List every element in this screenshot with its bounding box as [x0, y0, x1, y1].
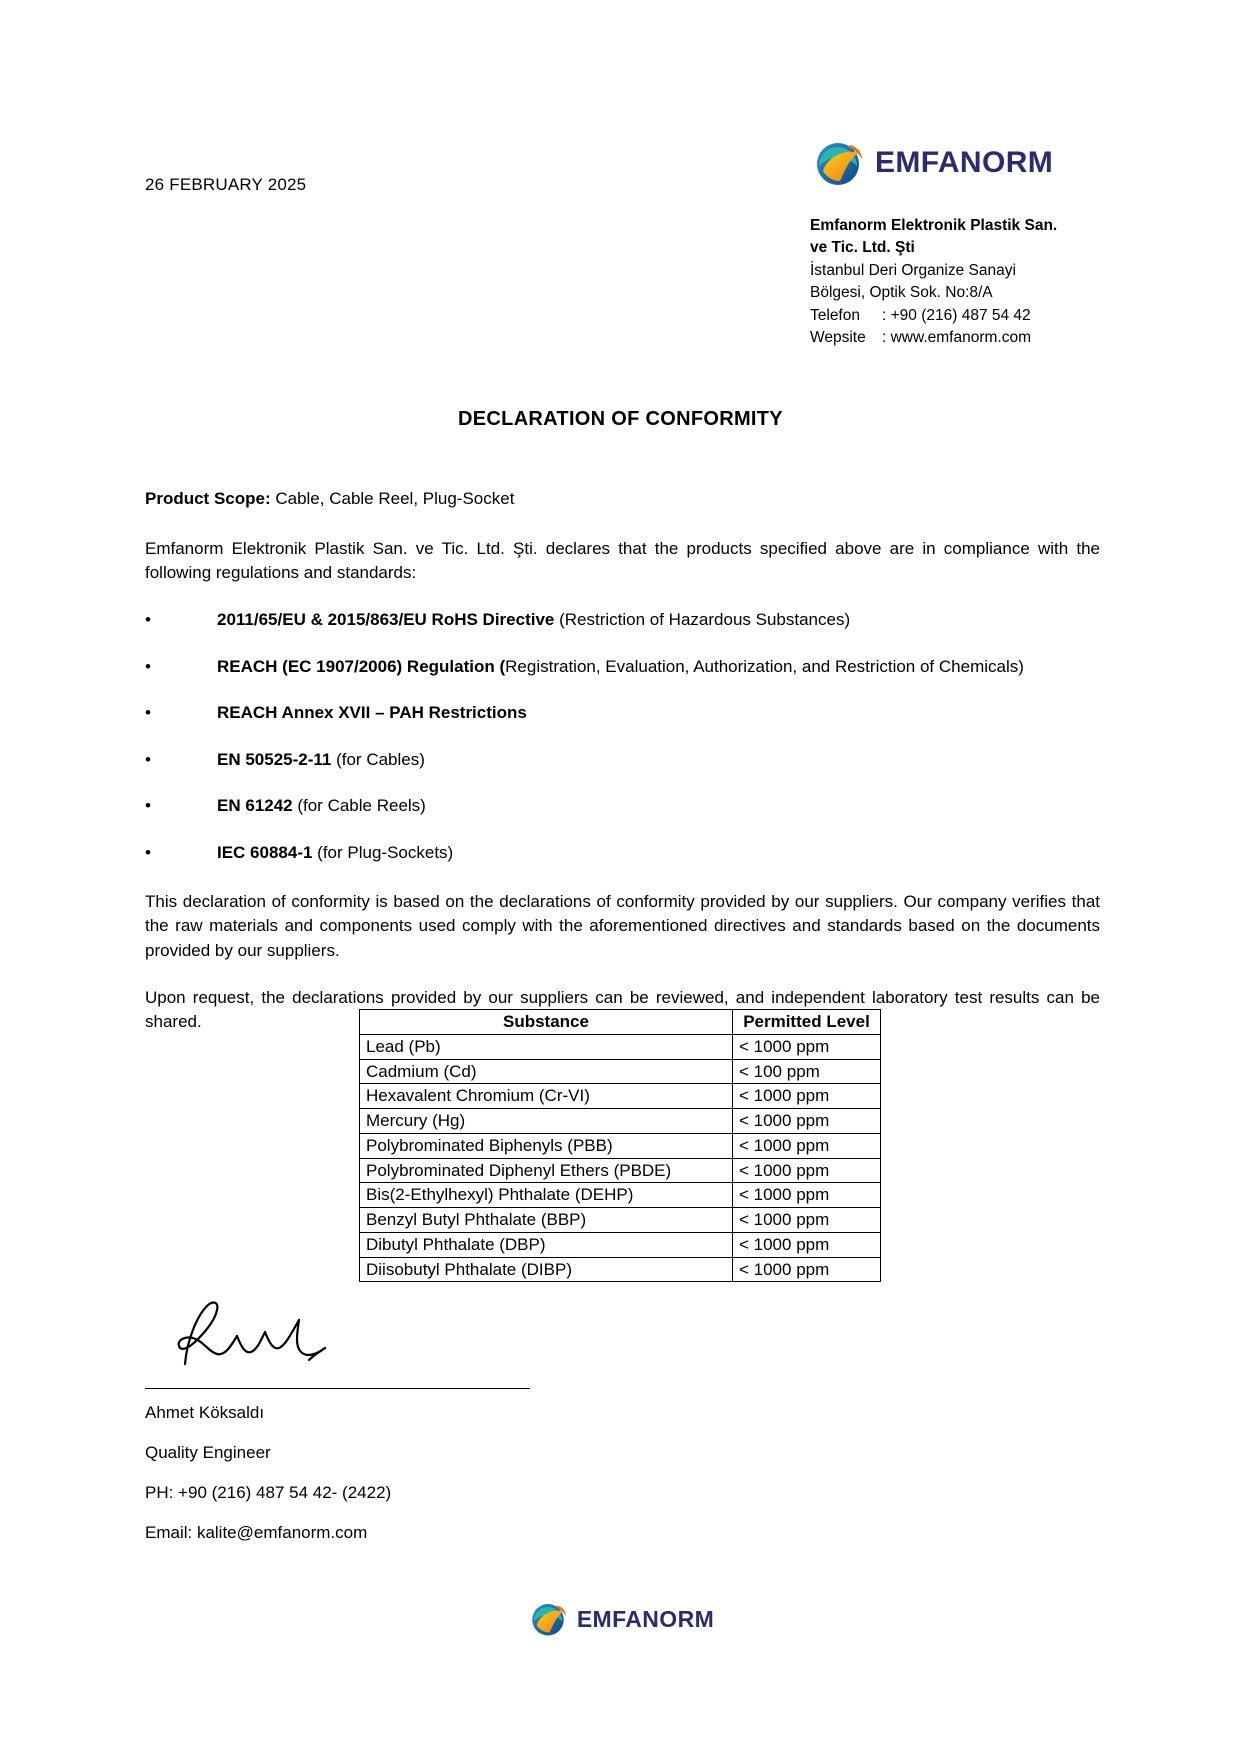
table-row — [360, 1183, 881, 1208]
company-address-line2: Bölgesi, Optik Sok. No:8/A — [810, 284, 993, 302]
company-name-line2: ve Tic. Ltd. Şti — [810, 239, 915, 257]
cell-level: < 1000 ppm — [733, 1084, 881, 1109]
list-item-rest: (for Cables) — [331, 749, 425, 769]
table-row — [360, 1208, 881, 1233]
table-row — [360, 1109, 881, 1134]
closing-paragraph-2: Upon request, the declarations provided by our suppliers can be reviewed, and independent laboratory test results can be shared. — [145, 987, 1100, 1032]
footer-logo-wordmark: EMFANORM — [576, 1605, 715, 1632]
phone-label: Telefon — [810, 306, 860, 324]
cell-level: < 100 ppm — [733, 1059, 881, 1084]
list-item-rest: Registration, Evaluation, Authorization, and Restriction of Chemicals) — [505, 656, 1024, 676]
bullet-icon: • — [145, 703, 151, 723]
table-row — [360, 1034, 881, 1059]
cell-substance: Mercury (Hg) — [360, 1109, 733, 1134]
cell-level: < 1000 ppm — [733, 1232, 881, 1257]
cell-substance: Polybrominated Diphenyl Ethers (PBDE) — [360, 1158, 733, 1183]
list-item-rest: (for Plug-Sockets) — [312, 843, 454, 863]
signature-line — [145, 1388, 530, 1389]
list-item-rest: (for Cable Reels) — [292, 796, 426, 816]
cell-substance: Polybrominated Biphenyls (PBB) — [360, 1133, 733, 1158]
page-title: DECLARATION OF CONFORMITY — [458, 408, 783, 430]
signer-name: Ahmet Köksaldı — [145, 1403, 265, 1422]
cell-substance: Diisobutyl Phthalate (DIBP) — [360, 1257, 733, 1282]
bullet-icon: • — [145, 749, 151, 769]
list-item — [145, 748, 1100, 773]
list-item — [145, 655, 1100, 680]
company-contact-block — [810, 215, 1100, 350]
bullet-icon: • — [145, 609, 151, 629]
emfanorm-logo-icon — [810, 135, 866, 191]
cell-level: < 1000 ppm — [733, 1109, 881, 1134]
signer-phone: PH: +90 (216) 487 54 42- (2422) — [145, 1483, 392, 1502]
cell-level: < 1000 ppm — [733, 1034, 881, 1059]
phone-value: : +90 (216) 487 54 42 — [882, 306, 1031, 324]
list-item — [145, 608, 1100, 633]
table-row — [360, 1133, 881, 1158]
substances-table-wrapper — [359, 1009, 881, 1282]
signer-role: Quality Engineer — [145, 1443, 271, 1462]
table-row — [360, 1232, 881, 1257]
product-scope-value: Cable, Cable Reel, Plug-Socket — [270, 489, 515, 508]
product-scope-label: Product Scope: — [145, 489, 271, 508]
cell-level: < 1000 ppm — [733, 1183, 881, 1208]
table-row — [360, 1084, 881, 1109]
cell-level: < 1000 ppm — [733, 1158, 881, 1183]
company-logo — [810, 135, 1100, 191]
cell-substance: Dibutyl Phthalate (DBP) — [360, 1232, 733, 1257]
list-item-bold: EN 61242 — [217, 796, 293, 816]
substances-table — [359, 1009, 881, 1282]
cell-substance: Benzyl Butyl Phthalate (BBP) — [360, 1208, 733, 1233]
company-name-line1: Emfanorm Elektronik Plastik San. — [810, 217, 1058, 234]
list-item-bold: 2011/65/EU & 2015/863/EU RoHS Directive — [217, 609, 555, 629]
column-header-substance: Substance — [360, 1010, 733, 1035]
bullet-icon: • — [145, 656, 151, 676]
cell-level: < 1000 ppm — [733, 1133, 881, 1158]
logo-wordmark: EMFANORM — [875, 146, 1054, 179]
company-address-line1: İstanbul Deri Organize Sanayi — [810, 261, 1016, 279]
standards-list — [145, 608, 1100, 866]
handwritten-signature-icon — [175, 1290, 375, 1370]
cell-substance: Bis(2-Ethylhexyl) Phthalate (DEHP) — [360, 1183, 733, 1208]
intro-paragraph: Emfanorm Elektronik Plastik San. ve Tic. Ltd. Şti. declares that the products specified above are in compliance with the following regulations and standards: — [145, 538, 1100, 583]
signer-details — [145, 1404, 391, 1564]
bullet-icon: • — [145, 843, 151, 863]
emfanorm-logo-icon — [527, 1598, 569, 1640]
signer-email: Email: kalite@emfanorm.com — [145, 1523, 368, 1542]
table-header-row — [360, 1010, 881, 1035]
bullet-icon: • — [145, 796, 151, 816]
cell-level: < 1000 ppm — [733, 1208, 881, 1233]
list-item — [145, 701, 1100, 726]
list-item-bold: EN 50525-2-11 — [217, 749, 332, 769]
closing-paragraph-1: This declaration of conformity is based on the declarations of conformity provided by our suppliers. Our company verifies that the raw materials and components used comply with the aforementioned directives and standards based on the documents provided by our suppliers. — [145, 891, 1100, 961]
list-item-rest: (Restriction of Hazardous Substances) — [554, 609, 851, 629]
footer-logo — [0, 1598, 1241, 1640]
cell-level: < 1000 ppm — [733, 1257, 881, 1282]
table-row — [360, 1059, 881, 1084]
table-row — [360, 1257, 881, 1282]
list-item-bold: REACH Annex XVII – PAH Restrictions — [217, 703, 527, 723]
cell-substance: Cadmium (Cd) — [360, 1059, 733, 1084]
document-body — [145, 487, 1100, 1057]
list-item-bold: IEC 60884-1 — [217, 843, 313, 863]
website-value: : www.emfanorm.com — [882, 329, 1032, 347]
product-scope-line — [145, 487, 1100, 512]
list-item-bold: REACH (EC 1907/2006) Regulation ( — [217, 656, 506, 676]
cell-substance: Hexavalent Chromium (Cr-VI) — [360, 1084, 733, 1109]
list-item — [145, 794, 1100, 819]
list-item — [145, 841, 1100, 866]
document-date: 26 FEBRUARY 2025 — [145, 175, 307, 194]
cell-substance: Lead (Pb) — [360, 1034, 733, 1059]
table-row — [360, 1158, 881, 1183]
website-label: Wepsite — [810, 329, 866, 347]
column-header-permitted-level: Permitted Level — [733, 1010, 881, 1035]
